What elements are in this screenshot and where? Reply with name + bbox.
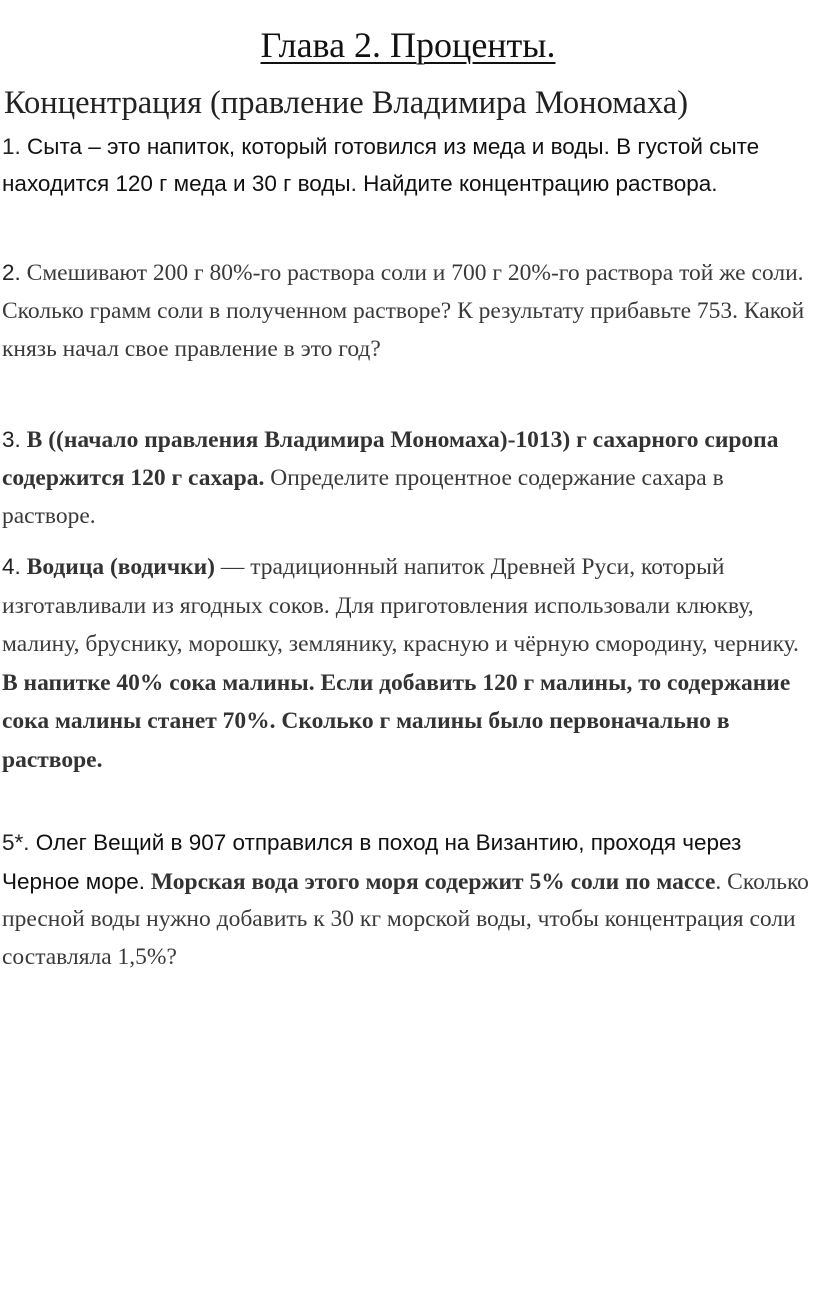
- task-4: [2, 548, 810, 779]
- task-2: [2, 254, 810, 368]
- task-4-number: 4.: [2, 554, 21, 579]
- task-4-bold-question: В напитке 40% сока малины. Если добавить 120 г малины, то содержание сока малины станет 70%. Сколько г малины было первоначально в растворе.: [2, 669, 791, 773]
- task-2-text: Смешивают 200 г 80%-го раствора соли и 700 г 20%-го раствора той же соли. Сколько грамм соли в полученном растворе? К результату прибавьте 753. Какой князь начал свое правление в это год?: [2, 260, 805, 362]
- task-1-number: 1.: [2, 134, 21, 159]
- task-3-bold-text: В ((начало правления Владимира Мономаха)-1013) г сахарного сиропа содержится 120 г сахара.: [2, 427, 779, 491]
- task-5-question-text: . Сколько пресной воды нужно добавить к 30 кг морской воды, чтобы концентрация соли составляла 1,5%?: [2, 868, 809, 970]
- task-2-number: 2.: [2, 260, 21, 285]
- task-5: [2, 824, 810, 976]
- task-5-bold-text: Морская вода этого моря содержит 5% соли по массе: [145, 868, 716, 895]
- task-4-bold-title: Водица (водички): [20, 554, 215, 580]
- task-4-text: — традиционный напиток Древней Руси, который изготавливали из ягодных соков. Для приготовления использовали клюкву, малину, бруснику, морошку, землянику, красную и чёрную смородину, чернику.: [2, 554, 799, 657]
- task-3-number: 3.: [2, 427, 21, 452]
- task-5-intro-text: Олег Вещий в 907 отправился в поход на Византию, проходя через Черное море.: [2, 830, 742, 894]
- task-3-text: Определите процентное содержание сахара в растворе.: [2, 465, 724, 529]
- task-5-number: 5*.: [2, 830, 30, 855]
- task-3: [2, 421, 810, 535]
- task-1-text: Сыта – это напиток, который готовился из меда и воды. В густой сыте находится 120 г меда и 30 г воды. Найдите концентрацию раствора.: [2, 134, 760, 196]
- chapter-title: Глава 2. Проценты.: [260, 25, 556, 65]
- task-1: [2, 128, 810, 202]
- section-subtitle: Концентрация (правление Владимира Мономаха): [4, 85, 689, 121]
